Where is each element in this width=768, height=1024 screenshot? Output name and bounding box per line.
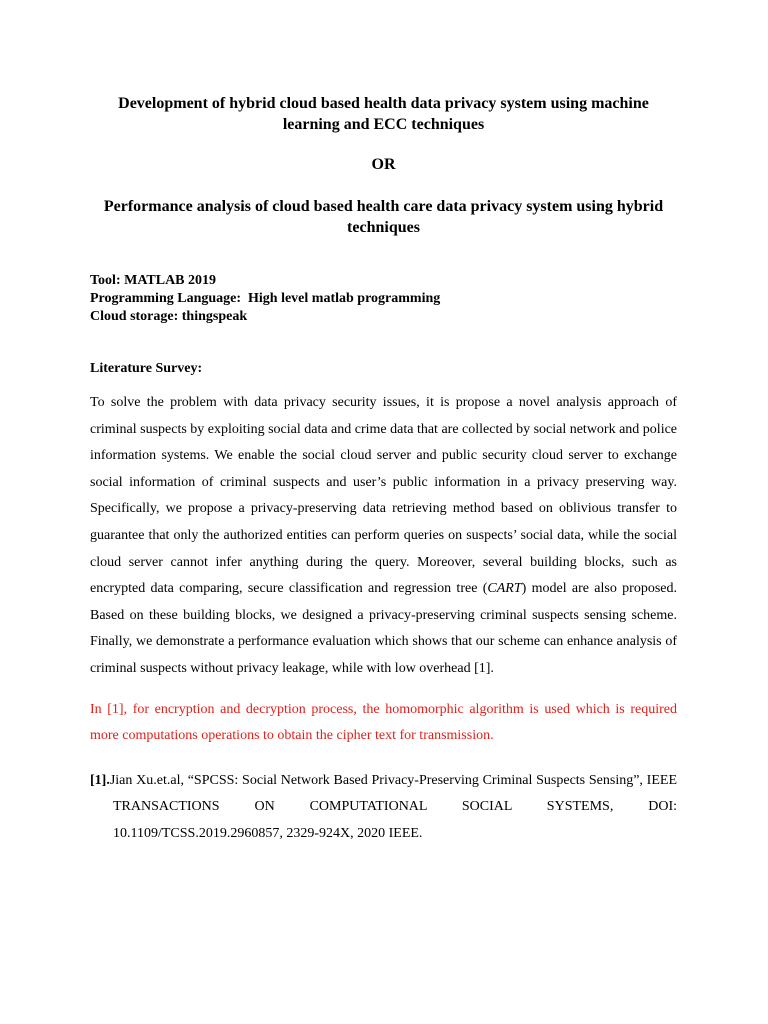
highlighted-note: In [1], for encryption and decryption process, the homomorphic algorithm is used which is required more computations operations to obtain the cipher text for transmission. — [90, 701, 677, 744]
reference-entry — [90, 768, 677, 848]
paragraph-text-part-1: To solve the problem with data privacy security issues, it is propose a novel analysis approach of criminal suspects by exploiting social data and crime data that are collected by social network and police information systems. We enable the social cloud server and public security cloud server to exchange social information of criminal suspects and user’s public information in a privacy preserving way. Specifically, we propose a privacy-preserving data retrieving method based on oblivious transfer to guarantee that only the authorized entities can perform queries on suspects’ social data, while the social cloud server cannot infer anything during the query. Moreover, several building blocks, such as encrypted data comparing, secure classification and regression tree ( — [90, 395, 678, 597]
reference-number: [1]. — [90, 772, 110, 788]
reference-text: Jian Xu.et.al, “SPCSS: Social Network Based Privacy-Preserving Criminal Suspects Sensing”, IEEE TRANSACTIONS ON COMPUTATIONAL SOCIAL SYSTEMS, DOI: 10.1109/TCSS.2019.2960857, 2329-924X, 2020 IEEE. — [109, 772, 677, 841]
project-meta — [90, 272, 677, 326]
literature-paragraph — [90, 390, 677, 683]
language-line: Programming Language: High level matlab programming — [90, 291, 441, 306]
document-title-alternative: Performance analysis of cloud based health care data privacy system using hybrid techniques — [103, 198, 664, 236]
document-page — [90, 93, 677, 862]
tool-line: Tool: MATLAB 2019 — [90, 273, 217, 288]
document-title-primary: Development of hybrid cloud based health data privacy system using machine learning and ECC techniques — [118, 95, 649, 133]
storage-line: Cloud storage: thingspeak — [90, 309, 248, 324]
paragraph-text-part-2: ) model are also proposed. Based on these building blocks, we designed a privacy-preserving criminal suspects sensing scheme. Finally, we demonstrate a performance evaluation which shows that our scheme can enhance analysis of criminal suspects without privacy leakage, while with low overhead [1]. — [90, 581, 677, 676]
paragraph-italic-term: CART — [487, 581, 522, 597]
or-separator: OR — [371, 156, 396, 173]
literature-survey-heading: Literature Survey: — [90, 361, 203, 376]
